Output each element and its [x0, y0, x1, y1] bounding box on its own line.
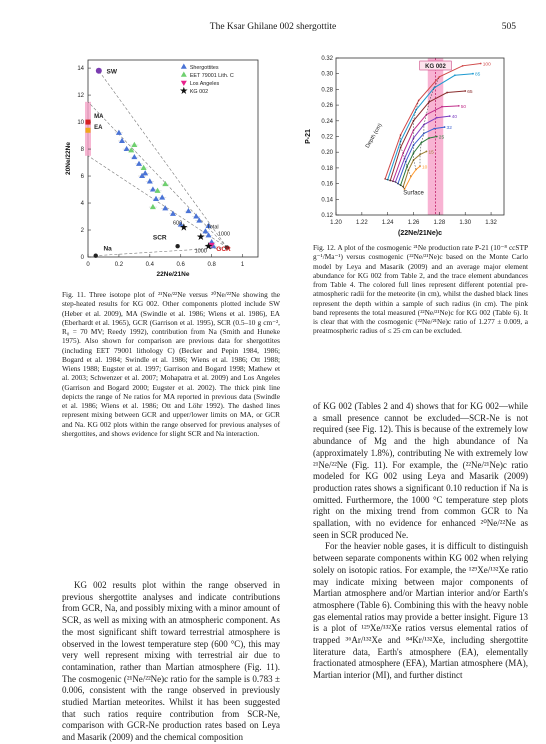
- radius-label: 32: [446, 126, 452, 132]
- radius-label: 40: [451, 115, 458, 121]
- step-1000-label-a: 1000: [194, 248, 207, 255]
- x-tick-label: 0.4: [145, 262, 154, 268]
- data-point: [131, 154, 137, 159]
- x-tick-label: 0: [86, 262, 90, 268]
- y-tick-label: 10: [77, 120, 84, 127]
- x-tick-label: 0.2: [114, 262, 124, 268]
- x-tick-label: 1.26: [407, 220, 420, 226]
- y-tick-label: 0.26: [321, 103, 333, 110]
- legend-marker: [181, 64, 187, 69]
- y-tick-label: 0.28: [321, 87, 333, 94]
- total-label: Total: [207, 224, 219, 231]
- x-tick-label: 1: [240, 262, 245, 268]
- data-point: [150, 204, 156, 209]
- data-point: [119, 138, 125, 143]
- data-point: [147, 178, 153, 183]
- plot-frame: [88, 60, 258, 257]
- radius-label: 100: [482, 62, 491, 68]
- curve-point: [444, 126, 446, 128]
- curve-point: [464, 90, 466, 92]
- figure-12: [296, 50, 510, 240]
- curve-point: [472, 73, 474, 75]
- x-tick-label: 1.24: [381, 220, 394, 226]
- curve-point: [436, 117, 438, 119]
- curve-point: [446, 92, 448, 94]
- data-point: [131, 142, 137, 147]
- curve-point: [428, 137, 430, 139]
- data-point: [128, 147, 134, 152]
- y-axis-label: 20Ne/22Ne: [65, 142, 72, 175]
- curve-point: [428, 101, 430, 103]
- mixing-line: [99, 71, 227, 248]
- x-tick-label: 0.8: [207, 262, 216, 268]
- data-point: [185, 208, 191, 213]
- x-tick-label: 1.30: [459, 220, 472, 226]
- right-column-body: [313, 401, 528, 682]
- y-tick-label: 4: [80, 201, 84, 208]
- surface-label: Surface: [403, 190, 424, 197]
- data-point: [193, 213, 199, 218]
- figure-11: [60, 52, 270, 284]
- na-label: Na: [103, 245, 112, 253]
- figure-11-caption: Fig. 11. Three isotope plot of ²¹Ne/²²Ne versus ²⁰Ne/²²Ne showing the step-heated results for KG 002. Other components plotted include SW (Heber et al. 2009), MA (Swindle et al. 1986; Wiens et al. 1986), EA (Eberhardt et al. 1965), GCR (Garrison et al. 1995), SCR (0.5–10 g cm⁻², R₀ = 70 MV; Reedy 1992), contribution from Na (Smith and Huneke 1975). Also shown for comparison are previous data for shergottites (including EET 79001 lithology C) (Becker and Pepin 1984, 1986; Bogard et al. 1984; Swindle et al. 1986; Wiens et al. 1986; Ott 1988; Wiens 1988; Eugster et al. 1997; Garrison and Bogard 1998; Mathew et al. 2003; Schwenzer et al. 2007; Mohapatra et al. 2009) and Los Angeles (Garrison and Bogard 2000; Eugster et al. 2002). The thick pink line depicts the range of Ne ratios for MA reported in previous data (Swindle et al. 1986; Wiens et al. 1986; Ott and Löhr 1992). The dashed lines represent mixing between GCR and upper/lower limits on MA, or GCR and Na. KG 002 plots within the range observed for previous analyses of shergottites, and shows evidence for slight SCR and Na interaction.: [62, 290, 280, 438]
- left-body-paragraph: KG 002 results plot within the range observed in previous shergottite analyses and indicate contributions from GCR, Na, and possibly mixing with a minor amount of SCR, as well as mixing with an atmospheric component. As the most significant shift toward terrestrial atmosphere is observed in the lowest temperature step (600 °C), this may very well represent mixing with terrestrial air due to contamination, rather than Martian atmosphere (Fig. 11). The cosmogenic (²¹Ne/²²Ne)c ratio for the sample is 0.783 ± 0.006, consistent with the range observed in previously studied Martian meteorites. Whilst it has been suggested that such ratios require contribution from SCR-Ne, comparison with GCR-Ne production rates based on Leya and Masarik (2009) and the chemical composition: [62, 580, 280, 743]
- y-tick-label: 0.18: [321, 165, 333, 172]
- radius-label: 25: [438, 135, 445, 141]
- running-header-title: The Ksar Ghilane 002 shergottite: [209, 22, 337, 32]
- y-tick-label: 0.22: [321, 134, 333, 141]
- legend-marker: [181, 81, 187, 86]
- curve-point: [438, 76, 440, 78]
- right-body-paragraph-1: of KG 002 (Tables 2 and 4) shows that for KG 002—while a small presence cannot be excluded—SCR-Ne is not required (see Fig. 12). This is because of the extremely low abundance of Mg and the high abundance of Na (approximately 1.8%), contributing Ne with extremely low ²¹Ne/²²Ne (Fig. 11). For example, the (²²Ne/²¹Ne)c ratio modeled for KG 002 using Leya and Masarik (2009) production rates shows a significant 0.10 reduction if Na is omitted. Furthermore, the 1000 °C temperature step plots right on the mixing trend from common GCR to Na spallation, with no evidence for enhanced ²⁰Ne/²²Ne as seen in SCR produced Ne.: [313, 401, 528, 540]
- curve-point: [462, 65, 464, 67]
- mixing-line: [96, 248, 227, 256]
- x-tick-label: 1.28: [433, 220, 446, 226]
- y-tick-label: 0.14: [321, 197, 333, 204]
- legend-label: KG 002: [189, 88, 209, 95]
- radius-label: 85: [474, 72, 481, 78]
- y-tick-label: 12: [77, 93, 84, 100]
- radius-label: 65: [467, 89, 473, 95]
- figure-12-chart: [296, 50, 510, 240]
- curve-point: [441, 106, 443, 108]
- curve-point: [458, 105, 460, 107]
- y-axis-label: P-21: [305, 129, 312, 144]
- left-column-body: [62, 580, 280, 744]
- ma-label: MA: [94, 114, 104, 121]
- data-point: [155, 188, 161, 193]
- radius-curve-10: [405, 166, 421, 189]
- curve-point: [436, 136, 438, 138]
- radius-label: 10: [422, 165, 428, 171]
- reference-point: [94, 253, 98, 257]
- curve-point: [449, 115, 451, 117]
- y-tick-label: 14: [77, 66, 84, 73]
- y-tick-label: 0.12: [321, 213, 333, 219]
- x-tick-label: 1.32: [485, 220, 497, 226]
- figure-11-chart: [60, 52, 270, 284]
- ma-point: [86, 120, 91, 125]
- x-axis-label: 22Ne/21Ne: [156, 271, 190, 278]
- y-tick-label: 8: [80, 147, 84, 154]
- scr-label: SCR: [152, 234, 167, 242]
- step-600-label: 600: [173, 220, 183, 227]
- data-point: [153, 196, 159, 201]
- legend-marker: [180, 87, 188, 94]
- page-number: 505: [501, 22, 516, 32]
- x-tick-label: 1.20: [330, 220, 342, 226]
- x-tick-label: 0.6: [176, 262, 185, 268]
- ea-point: [86, 128, 91, 133]
- radius-label: 15: [428, 150, 434, 156]
- curve-point: [433, 87, 435, 89]
- running-header: [0, 22, 546, 36]
- legend-label: EET 79001 Lith. C: [189, 72, 234, 79]
- y-tick-label: 0.32: [321, 56, 333, 62]
- curve-point: [426, 151, 428, 153]
- sw-point: [96, 68, 102, 74]
- curve-point: [454, 74, 456, 76]
- x-axis-label: (22Ne/21Ne)c: [398, 230, 442, 237]
- data-point: [159, 194, 165, 199]
- legend-label: Los Angeles: [189, 80, 220, 87]
- data-point: [197, 233, 205, 240]
- sw-label: SW: [106, 68, 118, 76]
- curve-point: [433, 128, 435, 130]
- y-tick-label: 0.20: [321, 150, 333, 157]
- data-point: [116, 130, 122, 135]
- y-tick-label: 6: [80, 174, 84, 181]
- figure-12-caption: Fig. 12. A plot of the cosmogenic ²¹Ne production rate P-21 (10⁻⁸ ccSTP g⁻¹/Ma⁻¹) versus cosmogenic (²²Ne/²¹Ne)c based on the Monte Carlo model by Leya and Masarik (2009) and an average major element abundance for KG 002 from Table 2, and the trace element abundances from Table 4. The colored full lines represent different potential pre-atmospheric radii for the meteorite (in cm), whilst the dashed black lines represent the depth within a sample of such radius (in cm). The pink band represents the total measured (²²Ne/²¹Ne)c for KG 002 (Table 6). It is clear that with the cosmogenic (²²Ne/²¹Ne)c ratio of 1.277 ± 0.009, a preatmospheric radius of ≤ 25 cm can be excluded.: [313, 243, 528, 336]
- y-tick-label: 0.30: [321, 71, 333, 78]
- y-tick-label: 0.16: [321, 181, 333, 188]
- x-tick-label: 1.22: [356, 220, 368, 226]
- y-tick-label: 2: [80, 228, 84, 235]
- data-point: [136, 161, 142, 166]
- y-tick-label: 0.24: [321, 118, 333, 125]
- band-label: KG 002: [425, 64, 446, 70]
- gcr-label: GCR: [216, 245, 231, 253]
- legend-label: Shergottites: [189, 64, 219, 71]
- curve-point: [480, 63, 482, 65]
- right-body-paragraph-2: For the heavier noble gases, it is difficult to distinguish between separate components within KG 002 when relying solely on isotopic ratios. For example, the ¹²⁹Xe/¹³²Xe ratio may indicate mixing between major components of Martian atmosphere and/or Martian interior and/or Earth's atmosphere (Table 6). Combining this with the heavy noble gas elemental ratios may provide a better insight. Figure 13 is a plot of ¹²⁹Xe/¹³²Xe ratios versus elemental ratios of trapped ³⁶Ar/¹³²Xe and ⁸⁴Kr/¹³²Xe, including shergottite literature data, Earth's atmosphere (EA), elementally fractionated atmosphere (EFA), Martian atmosphere (MA), Martian interior (MI), and further distinct: [313, 541, 528, 681]
- reference-point: [175, 244, 179, 248]
- data-point: [162, 181, 168, 186]
- radius-label: 50: [460, 104, 467, 110]
- ea-label: EA: [94, 124, 103, 131]
- y-tick-label: 0: [80, 255, 84, 261]
- legend-marker: [181, 72, 187, 77]
- depth-label: Depth (cm): [364, 122, 384, 150]
- step-1000-label-b: 1000: [217, 231, 231, 238]
